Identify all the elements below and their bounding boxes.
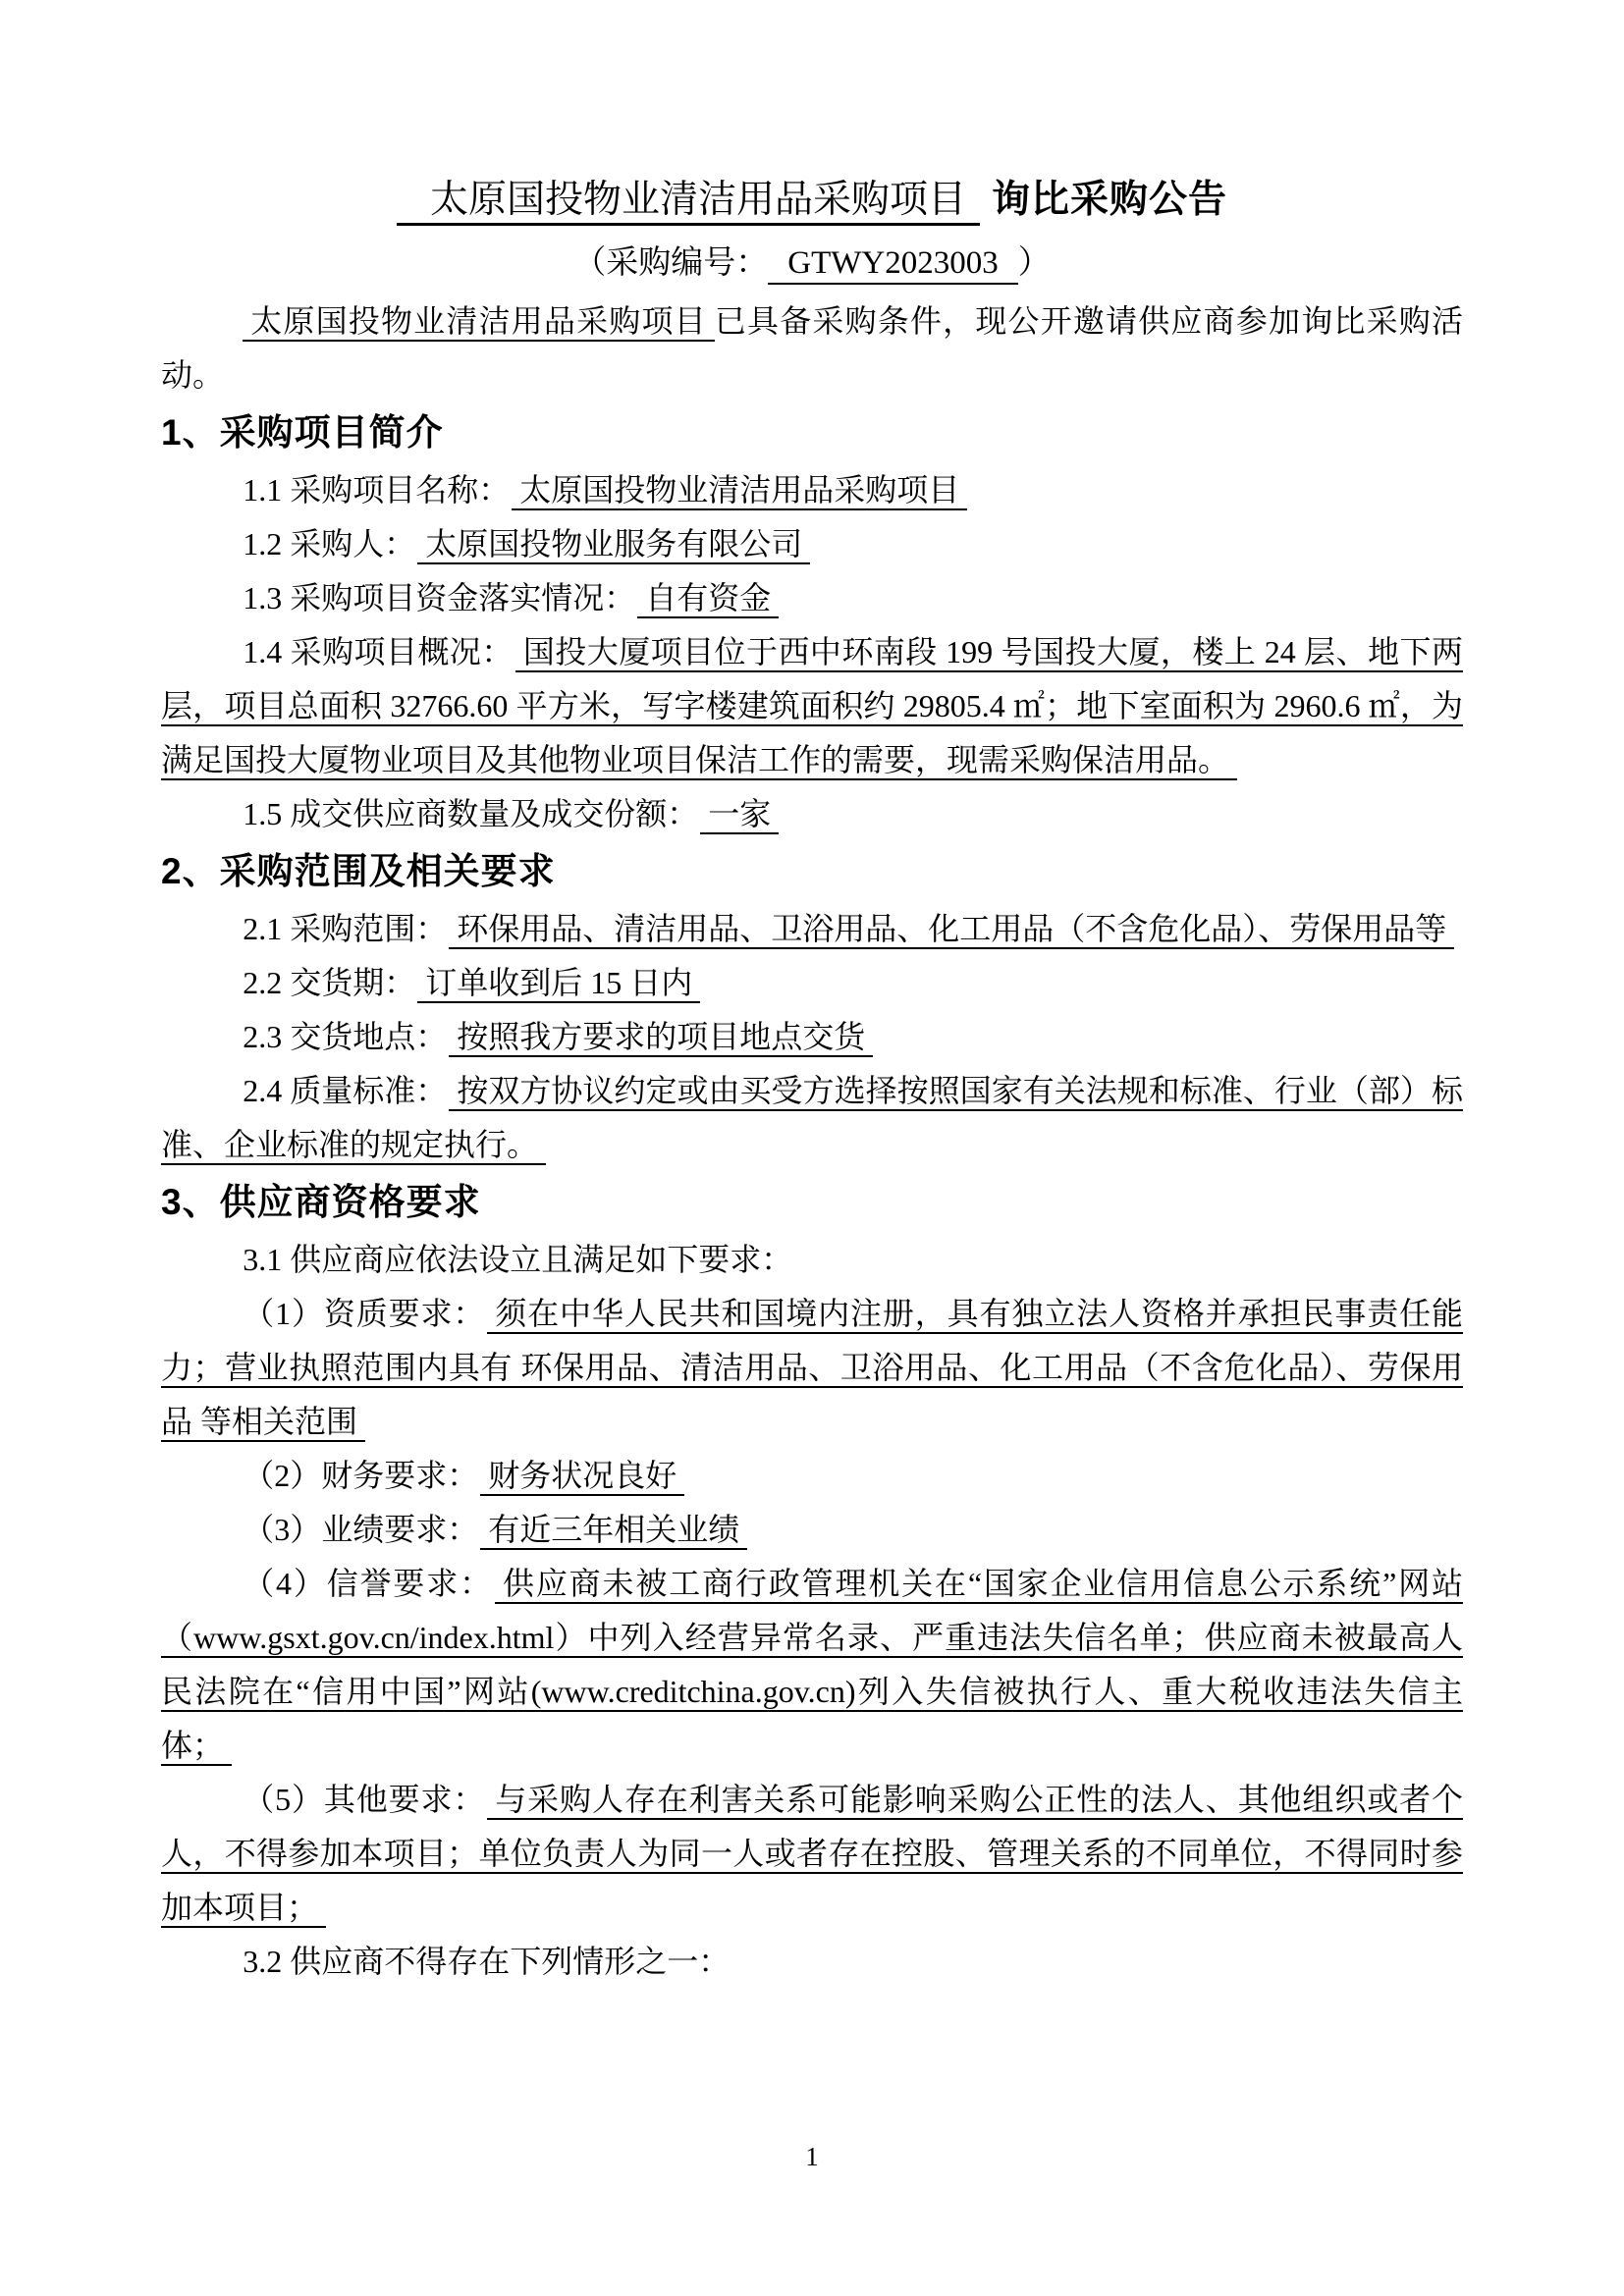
procurement-number-line xyxy=(161,240,1463,287)
section-3-heading: 3、供应商资格要求 xyxy=(161,1182,481,1222)
item-2-4 xyxy=(161,1064,1463,1172)
item-1-1 xyxy=(161,463,1463,517)
procurement-number-close: ） xyxy=(1017,245,1051,281)
item-1-2-label: 1.2 采购人： xyxy=(243,526,416,561)
section-1-heading: 1、采购项目简介 xyxy=(161,412,444,453)
item-3-1-5 xyxy=(161,1773,1463,1935)
item-2-4-label: 2.4 质量标准： xyxy=(243,1073,448,1108)
page-number: 1 xyxy=(805,2142,819,2171)
item-1-3-value: 自有资金 xyxy=(637,580,779,618)
item-1-5 xyxy=(161,787,1463,841)
item-2-2 xyxy=(161,956,1463,1010)
item-3-1: 3.1 供应商应依法设立且满足如下要求： xyxy=(243,1242,793,1277)
item-3-1-2 xyxy=(161,1449,1463,1503)
item-1-1-value: 太原国投物业清洁用品采购项目 xyxy=(512,472,967,510)
item-2-3-value: 按照我方要求的项目地点交货 xyxy=(449,1019,873,1057)
item-3-1-1-value: 须在中华人民共和国境内注册，具有独立法人资格并承担民事责任能力；营业执照范围内具有 环保用品、清洁用品、卫浴用品、化工用品（不含危化品）、劳保用品 等相关范围 xyxy=(161,1296,1463,1442)
item-3-1-2-label: （2）财务要求： xyxy=(243,1458,479,1493)
intro-project-name: 太原国投物业清洁用品采购项目 xyxy=(243,303,715,342)
item-3-1-1-label: （1）资质要求： xyxy=(243,1296,486,1331)
title-project-name: 太原国投物业清洁用品采购项目 xyxy=(397,179,980,226)
item-3-1-5-value: 与采购人存在利害关系可能影响采购公正性的法人、其他组织或者个人，不得参加本项目；单位负责人为同一人或者存在控股、管理关系的不同单位，不得同时参加本项目； xyxy=(161,1782,1463,1928)
item-2-1-value: 环保用品、清洁用品、卫浴用品、化工用品（不含危化品）、劳保用品等 xyxy=(449,911,1454,949)
intro-paragraph xyxy=(161,294,1463,402)
item-1-4-value: 国投大厦项目位于西中环南段 199 号国投大厦，楼上 24 层、地下两层，项目总面积 32766.60 平方米，写字楼建筑面积约 29805.4 ㎡；地下室面积为 2960.6 ㎡，为满足国投大厦物业项目及其他物业项目保洁工作的需要，现需采购保洁用品。 xyxy=(161,634,1463,780)
item-2-3-label: 2.3 交货地点： xyxy=(243,1019,448,1054)
item-1-5-value: 一家 xyxy=(700,796,779,834)
item-2-3 xyxy=(161,1010,1463,1064)
item-1-4 xyxy=(161,625,1463,787)
item-1-2 xyxy=(161,517,1463,571)
item-1-2-value: 太原国投物业服务有限公司 xyxy=(417,526,810,564)
procurement-number-open: （采购编号： xyxy=(573,245,769,281)
item-3-1-3 xyxy=(161,1503,1463,1557)
section-2-heading: 2、采购范围及相关要求 xyxy=(161,851,556,891)
item-1-3-label: 1.3 采购项目资金落实情况： xyxy=(243,580,636,615)
item-2-2-value: 订单收到后 15 日内 xyxy=(417,965,700,1003)
item-2-1-label: 2.1 采购范围： xyxy=(243,911,448,946)
item-3-1-3-value: 有近三年相关业绩 xyxy=(480,1512,747,1550)
item-3-1-3-label: （3）业绩要求： xyxy=(243,1512,479,1547)
item-3-1-4-label: （4）信誉要求： xyxy=(243,1566,493,1601)
item-3-1-5-label: （5）其他要求： xyxy=(243,1782,486,1817)
item-3-1-1 xyxy=(161,1287,1463,1449)
item-1-4-label: 1.4 采购项目概况： xyxy=(243,634,514,669)
item-1-5-label: 1.5 成交供应商数量及成交份额： xyxy=(243,796,699,831)
item-2-2-label: 2.2 交货期： xyxy=(243,965,416,1000)
item-2-4-value: 按双方协议约定或由买受方选择按照国家有关法规和标准、行业（部）标准、企业标准的规定执行。 xyxy=(161,1073,1463,1165)
item-3-1-4 xyxy=(161,1557,1463,1773)
item-3-2: 3.2 供应商不得存在下列情形之一： xyxy=(243,1944,731,1979)
document-title xyxy=(161,175,1463,226)
procurement-number-value: GTWY2023003 xyxy=(768,245,1017,285)
item-3-1-4-value: 供应商未被工商行政管理机关在“国家企业信用信息公示系统”网站（www.gsxt.gov.cn/index.html）中列入经营异常名录、严重违法失信名单；供应商未被最高人民法院在“信用中国”网站(www.creditchina.gov.cn)列入失信被执行人、重大税收违法失信主体； xyxy=(161,1566,1463,1766)
item-1-3 xyxy=(161,571,1463,625)
title-announcement-type: 询比采购公告 xyxy=(992,179,1228,221)
item-1-1-label: 1.1 采购项目名称： xyxy=(243,472,511,507)
item-2-1 xyxy=(161,902,1463,956)
item-3-1-2-value: 财务状况良好 xyxy=(480,1458,684,1496)
intro-text: 已具备采购条件，现公开邀请供应商参加询比采购活动。 xyxy=(161,303,1463,393)
